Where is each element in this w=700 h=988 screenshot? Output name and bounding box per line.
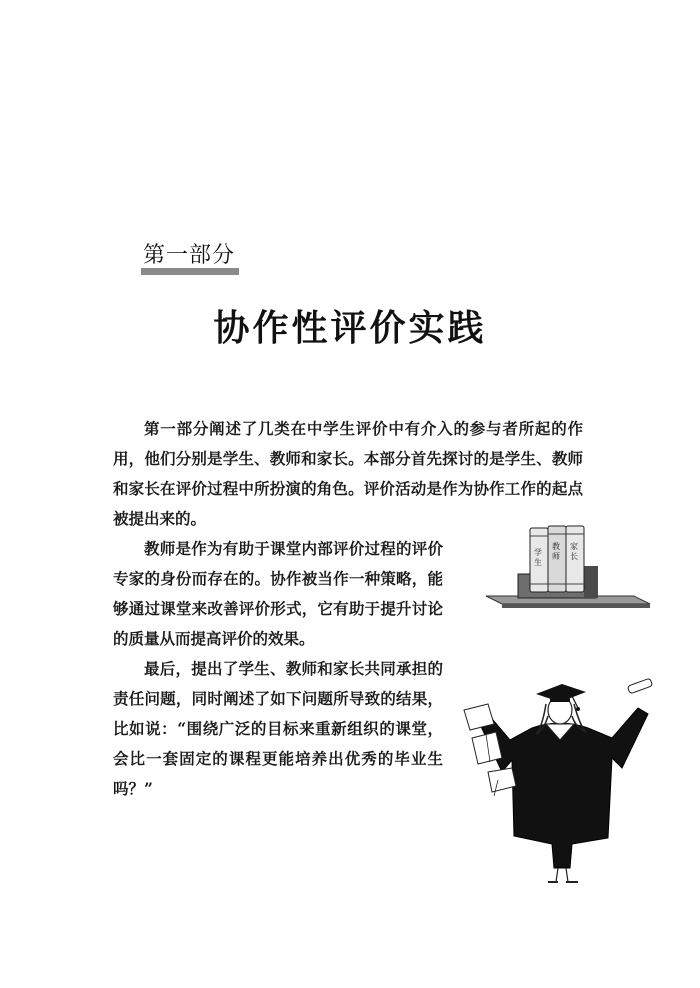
paragraph-3: 最后，提出了学生、教师和家长共同承担的责任问题，同时阐述了如下问题所导致的结果，比如说：“围绕广泛的目标来重新组织的课堂，会比一套固定的课程更能培养出优秀的毕业生吗？” [113,659,443,798]
graduate-illustration [462,668,658,888]
part-label-bar [141,268,239,275]
paragraph-2: 教师是作为有助于课堂内部评价过程的评价专家的身份而存在的。协作被当作一种策略，能够通过课堂来改善评价形式，它有助于提升讨论的质量从而提高评价的效果。 [113,539,443,648]
book-label-teachers: 教师 [552,542,560,561]
page-title: 协作性评价实践 [213,308,487,349]
part-label: 第一部分 [143,243,236,268]
book-label-parents: 家长 [570,542,578,561]
books-illustration [484,522,652,612]
book-label-students: 学生 [534,548,542,567]
books-icon [484,522,652,612]
paragraph-1: 第一部分阐述了几类在中学生评价中有介入的参与者所起的作用，他们分别是学生、教师和家长。本部分首先探讨的是学生、教师和家长在评价过程中所扮演的角色。评价活动是作为协作工作的起点被提出来的。 [113,419,583,528]
graduate-girl-icon [462,668,658,888]
